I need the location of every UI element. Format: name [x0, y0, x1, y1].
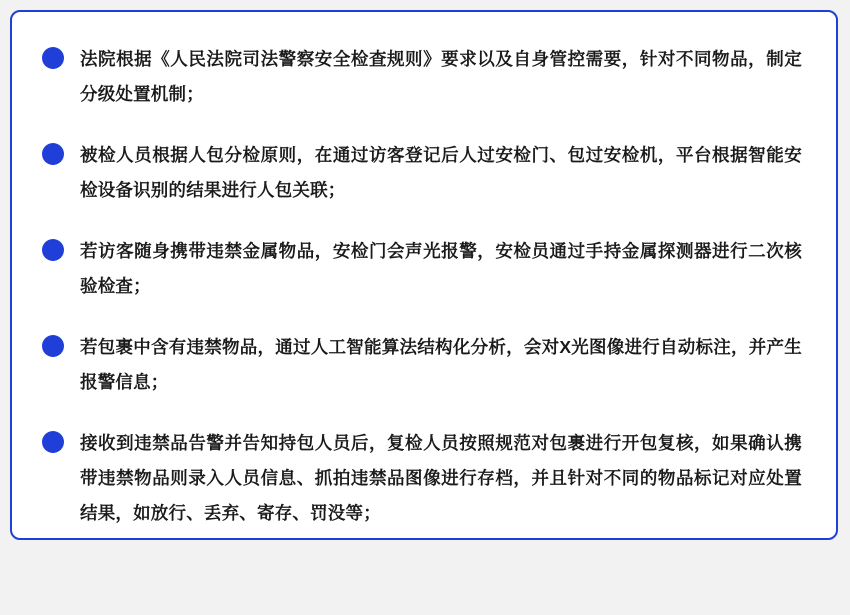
list-item [42, 138, 802, 208]
list-item-text: 法院根据《人民法院司法警察安全检查规则》要求以及自身管控需要，针对不同物品，制定分级处置机制； [80, 49, 802, 104]
list-item [42, 42, 802, 112]
bullet-dot-icon [42, 143, 64, 165]
list-item [42, 234, 802, 304]
bullet-list [42, 42, 802, 531]
list-item-text: 接收到违禁品告警并告知持包人员后，复检人员按照规范对包裹进行开包复核，如果确认携带违禁物品则录入人员信息、抓拍违禁品图像进行存档，并且针对不同的物品标记对应处置结果，如放行、丢弃、寄存、罚没等； [80, 433, 802, 523]
bullet-dot-icon [42, 239, 64, 261]
bullet-dot-icon [42, 335, 64, 357]
list-item [42, 426, 802, 531]
list-item [42, 330, 802, 400]
list-item-text: 若包裹中含有违禁物品，通过人工智能算法结构化分析，会对X光图像进行自动标注，并产生报警信息； [80, 337, 802, 392]
bullet-dot-icon [42, 47, 64, 69]
bullet-dot-icon [42, 431, 64, 453]
list-item-text: 若访客随身携带违禁金属物品，安检门会声光报警，安检员通过手持金属探测器进行二次核验检查； [80, 241, 802, 296]
content-card [10, 10, 838, 540]
list-item-text: 被检人员根据人包分检原则，在通过访客登记后人过安检门、包过安检机，平台根据智能安检设备识别的结果进行人包关联； [80, 145, 802, 200]
